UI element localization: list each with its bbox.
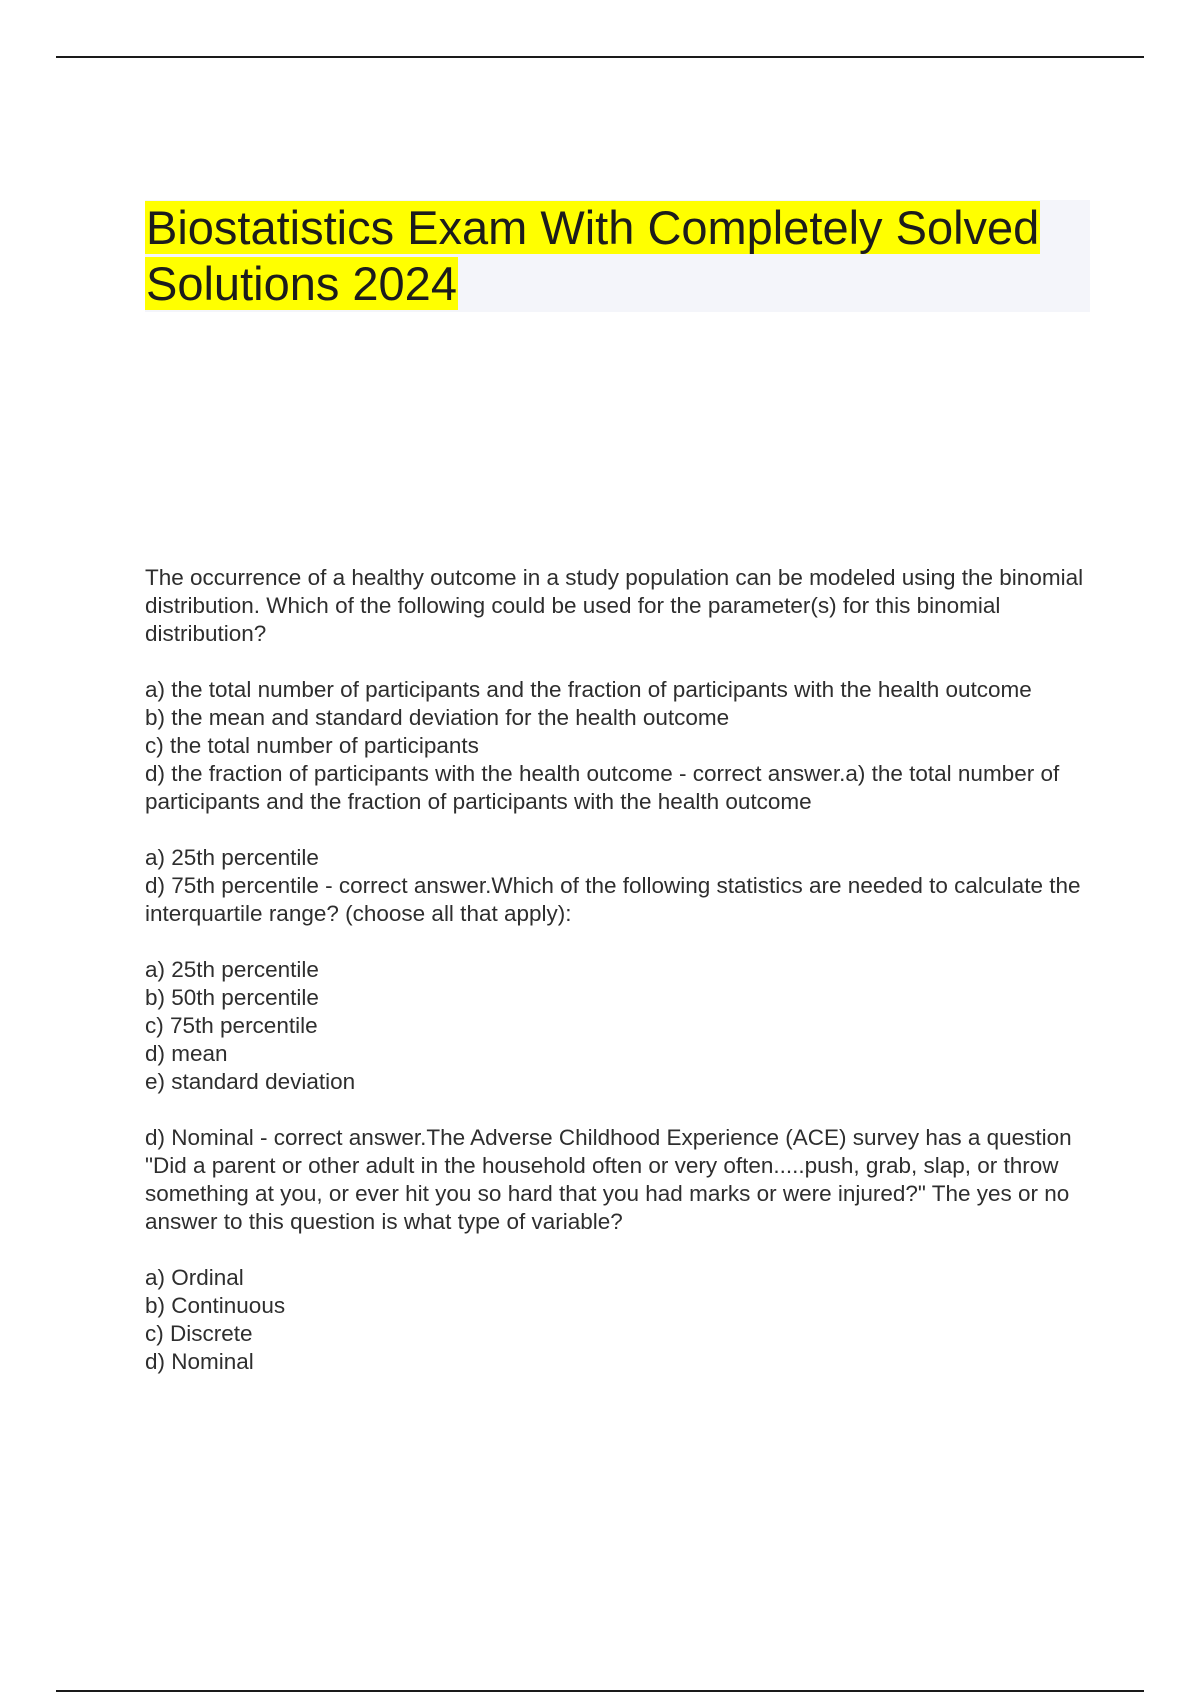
question-1-option-d: d) the fraction of participants with the health outcome - correct answer.a) the total number of participants and the fraction of participants with the health outcome (145, 761, 1060, 814)
question-2-option-e: e) standard deviation (145, 1069, 356, 1094)
question-1-option-b: b) the mean and standard deviation for the health outcome (145, 705, 730, 730)
question-3-option-d: d) Nominal (145, 1349, 254, 1374)
question-3-option-c: c) Discrete (145, 1321, 253, 1346)
question-2-option-a: a) 25th percentile (145, 957, 319, 982)
question-3-option-a: a) Ordinal (145, 1265, 244, 1290)
title-line-1: Biostatistics Exam With Completely Solved (146, 201, 1040, 254)
title-block (145, 200, 1090, 312)
question-1-option-a: a) the total number of participants and the fraction of participants with the health outcome (145, 677, 1032, 702)
question-2-option-b: b) 50th percentile (145, 985, 319, 1010)
question-3-text: d) Nominal - correct answer.The Adverse Childhood Experience (ACE) survey has a question "Did a parent or other adult in the household often or very often.....push, grab, slap, or throw something at you, or ever hit you so hard that you had marks or were injured?" The yes or no answer to this question is what type of variable? (145, 1125, 1072, 1234)
document-body (145, 564, 1090, 1376)
page-title (145, 200, 1090, 312)
question-2-text: d) 75th percentile - correct answer.Which of the following statistics are needed to calculate the interquartile range? (choose all that apply): (145, 873, 1081, 926)
title-line-2: Solutions 2024 (146, 257, 457, 310)
bottom-rule (56, 1690, 1144, 1692)
question-1-option-c: c) the total number of participants (145, 733, 479, 758)
top-rule (56, 56, 1144, 58)
question-2-answer-a: a) 25th percentile (145, 845, 319, 870)
question-1-text: The occurrence of a healthy outcome in a study population can be modeled using the binomial distribution. Which of the following could be used for the parameter(s) for this binomial distribution? (145, 565, 1084, 646)
question-2-option-d: d) mean (145, 1041, 228, 1066)
question-3-option-b: b) Continuous (145, 1293, 286, 1318)
question-2-option-c: c) 75th percentile (145, 1013, 318, 1038)
